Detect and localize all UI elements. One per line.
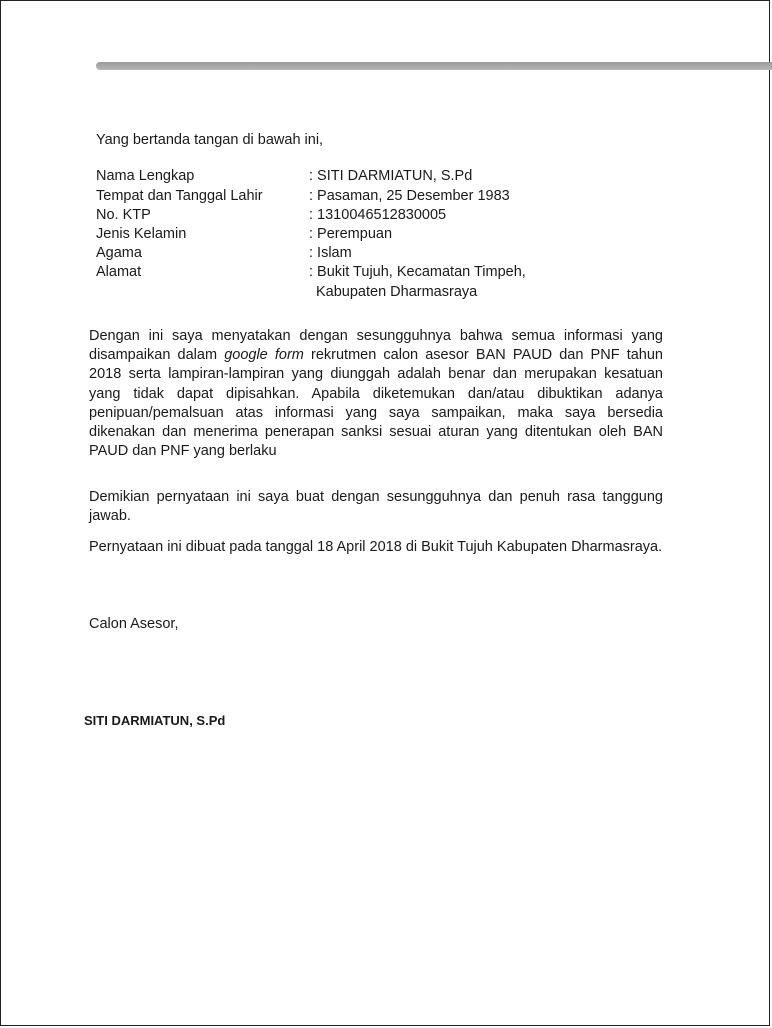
field-label-address: Alamat xyxy=(96,264,142,280)
statement-part1: Dengan ini saya menyatakan dengan sesungguhnya bahwa semua informasi yang disampaikan dalam xyxy=(89,328,663,364)
field-value-address-line2: Kabupaten Dharmasraya xyxy=(316,284,478,300)
field-value-religion: : Islam xyxy=(309,245,352,261)
field-value-name: : SITI DARMIATUN, S.Pd xyxy=(309,168,473,184)
closing-paragraph: Demikian pernyataan ini saya buat dengan sesungguhnya dan penuh rasa tanggung jawab. xyxy=(89,489,663,525)
field-label-religion: Agama xyxy=(96,245,142,261)
signer-name: SITI DARMIATUN, S.Pd xyxy=(84,713,226,728)
field-value-gender: : Perempuan xyxy=(309,226,393,242)
signer-role: Calon Asesor, xyxy=(89,616,179,632)
field-value-ktp: : 1310046512830005 xyxy=(309,207,447,223)
field-label-gender: Jenis Kelamin xyxy=(96,226,187,242)
intro-line: Yang bertanda tangan di bawah ini, xyxy=(96,132,324,148)
field-label-ktp: No. KTP xyxy=(96,207,151,223)
statement-part2: rekrutmen calon asesor BAN PAUD dan PNF tahun 2018 serta lampiran-lampiran yang diunggah adalah benar dan merupakan kesatuan yang tidak dapat dipisahkan. Apabila diketemukan dan/atau dibuktikan adanya penipuan/pemalsuan atas informasi yang saya sampaikan, maka saya bersedia dikenakan dan menerima penerapan sanksi sesuai aturan yang ditentukan oleh BAN PAUD dan PNF yang berlaku xyxy=(89,347,663,460)
field-value-birth: : Pasaman, 25 Desember 1983 xyxy=(309,188,510,204)
field-label-birth: Tempat dan Tanggal Lahir xyxy=(96,188,263,204)
field-value-address: : Bukit Tujuh, Kecamatan Timpeh, xyxy=(309,264,526,280)
statement-emphasis: google form xyxy=(224,347,304,364)
header-rule xyxy=(96,62,772,70)
place-date-line: Pernyataan ini dibuat pada tanggal 18 April 2018 di Bukit Tujuh Kabupaten Dharmasraya. xyxy=(89,539,663,555)
statement-paragraph xyxy=(89,327,663,461)
field-label-name: Nama Lengkap xyxy=(96,168,195,184)
